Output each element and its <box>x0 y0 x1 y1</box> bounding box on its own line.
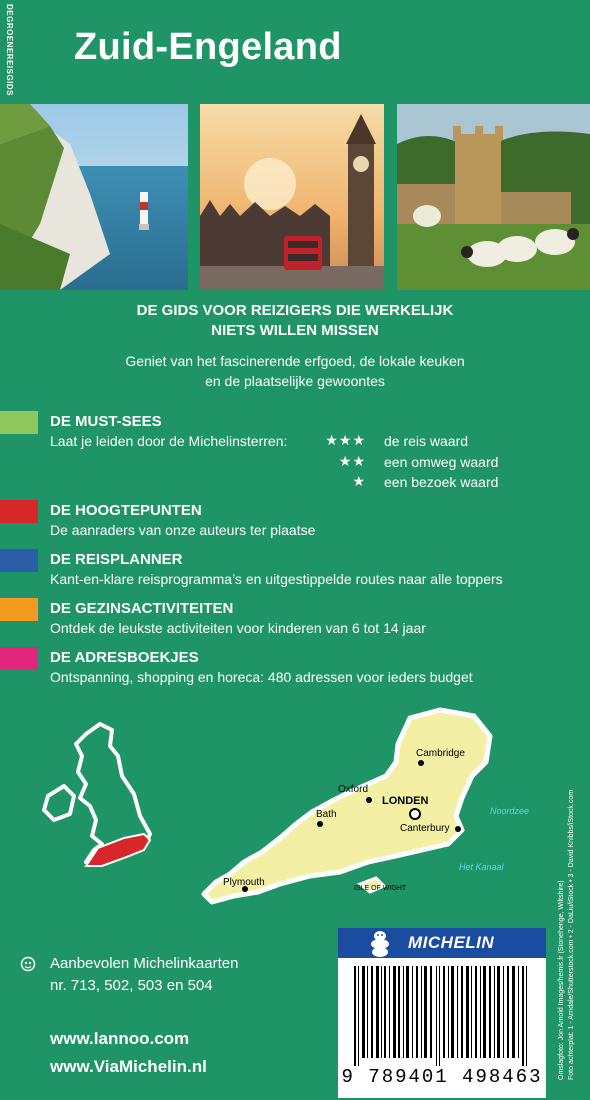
series-label <box>0 0 26 100</box>
map-label-canterbury: Canterbury <box>400 823 450 834</box>
recommended-maps-line-2: nr. 713, 502, 503 en 504 <box>50 977 213 994</box>
tagline-line-2: NIETS WILLEN MISSEN <box>211 322 379 339</box>
subtagline <box>0 351 590 391</box>
south-england-map <box>200 706 500 906</box>
adresboekjes-color-bar <box>0 647 38 670</box>
photo-big-ben <box>200 104 384 290</box>
url-viamichelin[interactable]: www.ViaMichelin.nl <box>50 1057 207 1076</box>
map-label-het-kanaal: Het Kanaal <box>459 862 504 872</box>
map-label-isle-of-wight: ISLE OF WIGHT <box>354 885 407 892</box>
isbn-number: 9 789401 498463 <box>341 1066 543 1088</box>
section-title-reisplanner: DE REISPLANNER <box>50 551 183 568</box>
map-label-bath: Bath <box>316 809 337 820</box>
subtagline-line-1: Geniet van het fascinerende erfgoed, de lokale keuken <box>125 353 465 369</box>
reisplanner-color-bar <box>0 549 38 572</box>
michelin-man-icon <box>360 928 400 958</box>
map-label-plymouth: Plymouth <box>223 877 265 888</box>
bath-marker <box>317 821 323 827</box>
tagline-line-1: DE GIDS VOOR REIZIGERS DIE WERKELIJK <box>136 302 454 319</box>
star-rating-1: ★ <box>352 473 366 489</box>
cambridge-marker <box>418 760 424 766</box>
michelin-logo-text: MICHELIN <box>408 933 495 952</box>
michelin-brand-band <box>338 928 546 958</box>
url-lannoo[interactable]: www.lannoo.com <box>50 1029 190 1048</box>
section-text-hoogtepunten: De aanraders van onze auteurs ter plaatse <box>50 522 316 538</box>
series-label-text: DEGROENEREISGIDS <box>5 4 14 97</box>
photo-credits-line-1: Omslagfoto: Jon Arnold Images/hemis.fr (Stonehenge, Wiltshire) <box>558 880 565 1080</box>
recommended-maps-line-1: Aanbevolen Michelinkaarten <box>50 955 239 972</box>
section-title-adresboekjes: DE ADRESBOEKJES <box>50 649 199 666</box>
section-text-gezinsactiviteiten: Ontdek de leukste activiteiten voor kinderen van 6 tot 14 jaar <box>50 620 426 636</box>
section-text-must-sees: Laat je leiden door de Michelinsterren: <box>50 433 288 449</box>
section-title-must-sees: DE MUST-SEES <box>50 413 162 430</box>
photo-sheep-village <box>397 104 590 290</box>
must-sees-color-bar <box>0 411 38 434</box>
canterbury-marker <box>455 826 461 832</box>
star-rating-3: ★★★ <box>325 432 366 448</box>
star-rating-label-2: een omweg waard <box>384 454 499 470</box>
section-text-adresboekjes: Ontspanning, shopping en horeca: 480 adressen voor ieders budget <box>50 669 473 685</box>
map-recommendation-icon <box>20 956 36 972</box>
map-label-cambridge: Cambridge <box>416 748 465 759</box>
photo-credits <box>557 790 577 1080</box>
photo-credits-line-2: Foto achterplat: 1 - Arndale/Shutterstock.com • 2 - DaLiu/iStock • 3 - David Knibbs/iStock.com <box>568 789 575 1080</box>
section-text-reisplanner: Kant-en-klare reisprogramma’s en uitgestippelde routes naar alle toppers <box>50 571 503 587</box>
star-rating-2: ★★ <box>338 453 366 469</box>
hoogtepunten-color-bar <box>0 500 38 523</box>
star-rating-label-3: de reis waard <box>384 433 469 449</box>
subtagline-line-2: en de plaatselijke gewoontes <box>205 373 385 389</box>
map-label-oxford: Oxford <box>338 784 369 795</box>
map-label-londen: LONDEN <box>382 795 429 807</box>
section-title-gezinsactiviteiten: DE GEZINSACTIVITEITEN <box>50 600 234 617</box>
page-title: Zuid-Engeland <box>74 26 342 68</box>
uk-inset-map <box>40 716 160 876</box>
section-title-hoogtepunten: DE HOOGTEPUNTEN <box>50 502 202 519</box>
recommended-maps <box>50 953 238 997</box>
oxford-marker <box>366 797 372 803</box>
map-label-noordzee: Noordzee <box>490 806 530 816</box>
star-rating-label-1: een bezoek waard <box>384 474 499 490</box>
photo-cliffs <box>0 104 188 290</box>
gezinsactiviteiten-color-bar <box>0 598 38 621</box>
london-marker <box>409 808 421 820</box>
tagline <box>0 301 590 341</box>
